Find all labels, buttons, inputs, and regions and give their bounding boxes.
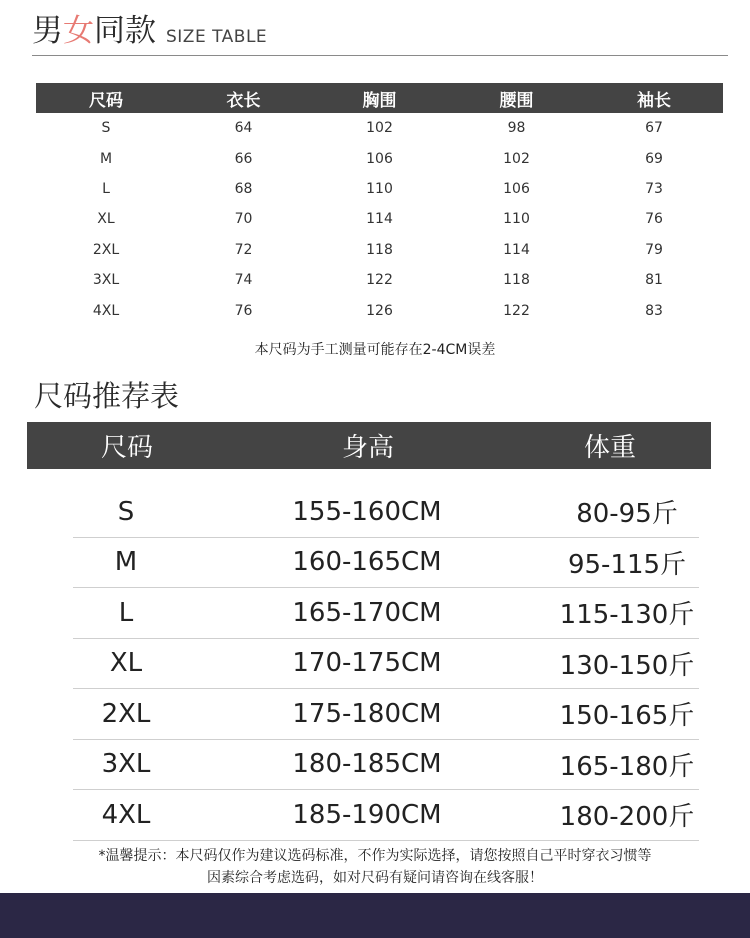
table-cell: 76: [645, 211, 663, 228]
size-table: [36, 83, 723, 326]
recommend-size: 2XL: [101, 698, 151, 729]
recommend-height: 170-175CM: [292, 648, 442, 679]
table-cell: 83: [645, 302, 663, 319]
table-cell: 114: [503, 241, 530, 258]
table-row: [73, 740, 699, 791]
recommend-height: 155-160CM: [292, 496, 442, 527]
table-row: [36, 143, 723, 173]
recommend-weight: 80-95斤: [576, 499, 678, 530]
table-cell: 66: [234, 150, 253, 167]
header-length: 衣长: [176, 83, 311, 113]
recommend-weight: 165-180斤: [559, 751, 695, 782]
warm-tip: [0, 845, 750, 889]
table-cell: XL: [97, 211, 115, 228]
table-cell: 98: [507, 120, 526, 137]
recommend-size: S: [117, 496, 135, 527]
table-cell: 76: [234, 302, 253, 319]
recommend-size: L: [118, 597, 134, 628]
table-cell: S: [101, 120, 111, 137]
table-cell: 106: [366, 150, 393, 167]
title-subtitle: SIZE TABLE: [166, 27, 268, 47]
recommend-height: 165-170CM: [292, 597, 442, 628]
table-cell: 114: [366, 211, 393, 228]
table-cell: 126: [366, 302, 393, 319]
table-row: [36, 295, 723, 325]
table-cell: 72: [234, 241, 253, 258]
recommend-height: 180-185CM: [292, 749, 442, 780]
table-cell: 122: [503, 302, 530, 319]
table-cell: 73: [645, 180, 663, 197]
recommend-weight: 130-150斤: [559, 650, 695, 681]
table-row: [36, 113, 723, 143]
table-cell: 67: [645, 120, 663, 137]
recommend-header-height: 身高: [341, 433, 394, 463]
table-cell: 4XL: [92, 302, 120, 319]
footer-bar: [0, 893, 750, 938]
table-row: [73, 588, 699, 639]
header-waist: 腰围: [448, 83, 585, 113]
measurement-note: 本尺码为手工测量可能存在2-4CM误差: [254, 342, 496, 358]
table-row: [73, 538, 699, 589]
recommend-table: [73, 487, 699, 841]
recommend-size: XL: [109, 648, 143, 679]
recommend-size: M: [114, 547, 138, 578]
table-cell: 3XL: [92, 272, 120, 289]
table-row: [36, 235, 723, 265]
table-cell: 68: [234, 180, 253, 197]
recommend-height: 160-165CM: [292, 547, 442, 578]
recommend-weight: 180-200斤: [559, 802, 695, 833]
table-row: [73, 487, 699, 538]
table-cell: L: [102, 180, 110, 197]
table-cell: 110: [366, 180, 393, 197]
warm-tip-line2: 因素综合考虑选码，如对尺码有疑问请咨询在线客服！: [207, 870, 543, 886]
table-cell: 69: [645, 150, 663, 167]
table-cell: 74: [234, 272, 253, 289]
recommend-title: 尺码推荐表: [34, 379, 180, 413]
recommend-height: 175-180CM: [292, 698, 442, 729]
recommend-weight: 115-130斤: [559, 600, 695, 631]
table-cell: 118: [503, 272, 530, 289]
table-row: [36, 265, 723, 295]
table-row: [73, 689, 699, 740]
table-cell: 110: [503, 211, 530, 228]
header-sleeve: 袖长: [585, 83, 723, 113]
header-size: 尺码: [36, 83, 176, 113]
table-cell: 122: [366, 272, 393, 289]
title-part-same-style: 同款: [94, 13, 156, 49]
table-cell: 2XL: [92, 241, 120, 258]
table-cell: 79: [645, 241, 663, 258]
table-cell: 70: [234, 211, 253, 228]
recommend-header-size: 尺码: [100, 433, 153, 463]
table-cell: 64: [234, 120, 253, 137]
recommend-weight: 150-165斤: [559, 701, 695, 732]
recommend-weight: 95-115斤: [567, 549, 687, 580]
size-table-header: [36, 83, 723, 113]
table-cell: 81: [645, 272, 663, 289]
table-row: [73, 639, 699, 690]
table-cell: 106: [503, 180, 530, 197]
recommend-header: [27, 422, 711, 469]
table-row: [73, 790, 699, 841]
header-chest: 胸围: [311, 83, 448, 113]
title-part-women: 女: [63, 13, 94, 49]
recommend-size: 3XL: [101, 749, 151, 780]
table-cell: 102: [366, 120, 393, 137]
title-divider: [32, 55, 728, 56]
warm-tip-line1: *温馨提示：本尺码仅作为建议选码标准，不作为实际选择，请您按照自己平时穿衣习惯等: [98, 848, 652, 864]
table-cell: 102: [503, 150, 530, 167]
table-row: [36, 174, 723, 204]
table-cell: M: [99, 150, 113, 167]
recommend-size: 4XL: [101, 799, 151, 830]
title-part-men: 男: [32, 13, 63, 49]
page-title: [32, 6, 267, 52]
table-row: [36, 204, 723, 234]
recommend-header-weight: 体重: [583, 433, 636, 463]
recommend-height: 185-190CM: [292, 799, 442, 830]
table-cell: 118: [366, 241, 393, 258]
